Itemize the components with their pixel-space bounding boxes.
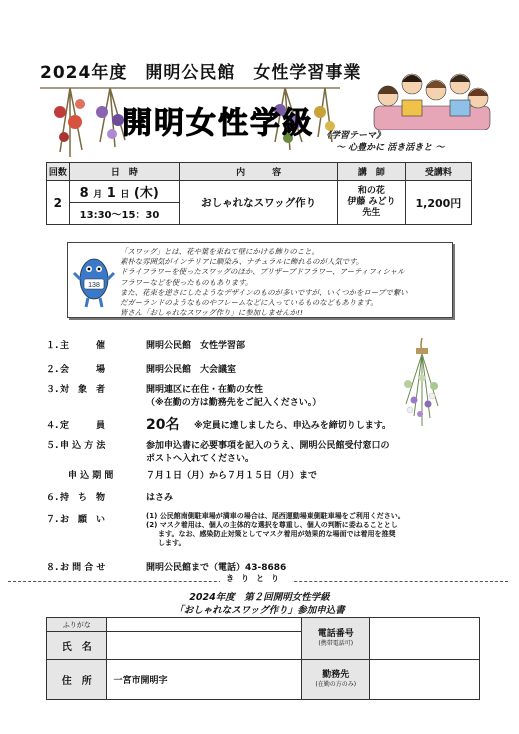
item-label: 申 込 期 間 <box>68 471 114 481</box>
item-number: １. <box>46 341 59 351</box>
item-value: ※定員に達しましたら、申込みを締切りします。 <box>194 421 392 431</box>
item-value: ７月１日（月）から７月１５日（月）まで <box>146 471 318 481</box>
item-contact <box>46 560 466 572</box>
item-value-line2: ポストへ入れてください。 <box>146 454 255 464</box>
lecturer-affiliation: 和の花 <box>357 186 385 196</box>
phone-note: (携帯電話可) <box>318 639 354 647</box>
item-value: はさみ <box>146 493 174 503</box>
mascot-icon <box>72 253 116 309</box>
description-line: フラワーなどを使ったものもあります。 <box>120 277 253 287</box>
item-label: お 問 合 せ <box>60 563 106 573</box>
item-number: ４. <box>46 421 59 431</box>
item-capacity <box>46 418 466 432</box>
session-date <box>69 181 179 203</box>
item-label: 会 場 <box>60 365 106 375</box>
item-label: お 願 い <box>60 515 106 525</box>
description-line: また、花束を逆さにしたようなデザインのものが多いですが、いくつかをロープで繋い <box>120 287 408 297</box>
item-number: ２. <box>46 365 59 375</box>
name-label: 氏 名 <box>47 632 107 660</box>
phone-field[interactable] <box>370 618 480 660</box>
item-label: 定 員 <box>60 421 106 431</box>
header-datetime: 日 時 <box>69 163 179 181</box>
description-line: ドライフラワーを使ったスワッグのほか、プリザーブドフラワー、アーティフィシャル <box>120 267 405 277</box>
description-text <box>120 247 448 318</box>
lecturer-name: 伊藤 みどり <box>347 197 396 207</box>
name-field[interactable] <box>107 632 302 660</box>
event-header-title: 2024年度 開明公民館 女性学習事業 <box>40 63 362 83</box>
address-field[interactable]: 一宮市開明字 <box>107 660 302 700</box>
item-number: ８. <box>46 563 59 573</box>
work-label-cell <box>302 660 370 700</box>
item-belongings <box>46 490 466 502</box>
item-label: 対 象 者 <box>60 385 106 395</box>
description-line: 皆さん「おしゃれなスワッグ作り」に参加しませんか!! <box>120 308 303 318</box>
phone-label: 電話番号 <box>317 628 354 639</box>
request-line: ます。なお、感染防止対策としてマスク着用が効果的な場面では着用を推奨 <box>158 530 396 538</box>
header-content: 内 容 <box>180 163 338 181</box>
item-venue <box>46 362 366 374</box>
item-value: 開明連区に在住・在勤の女性 <box>146 385 264 395</box>
session-number: 2 <box>47 181 70 225</box>
request-line: (1) 公民館南側駐車場が満車の場合は、尾西運動場東側駐車場をご利用ください。 <box>146 512 405 520</box>
theme-text: ～ 心豊かに 活き活きと ～ <box>336 143 445 153</box>
item-application-method <box>46 438 466 462</box>
header-no: 回数 <box>47 163 70 181</box>
date-day-unit: 日 <box>120 190 130 200</box>
item-number: ３. <box>46 385 59 395</box>
session-time: 13:30～15：30 <box>69 203 179 225</box>
form-title-line1: 2024年度 第２回開明女性学級 <box>189 592 330 603</box>
item-label: 主 催 <box>60 341 106 351</box>
lecturer-title: 先生 <box>362 208 381 218</box>
date-month-unit: 月 <box>93 190 103 200</box>
women-group-illustration <box>372 66 492 130</box>
date-day: 1 <box>106 186 116 201</box>
phone-label-cell <box>302 618 370 660</box>
item-label: 申 込 方 法 <box>60 441 106 451</box>
request-line: (2) マスク着用は、個人の主体的な選択を尊重し、個人の判断に委ねることとし <box>146 521 398 529</box>
description-box <box>67 242 453 318</box>
application-form <box>46 617 480 700</box>
description-line: 素朴な雰囲気がインテリアに馴染み、ナチュラルに飾れるのが人気です。 <box>120 257 364 267</box>
item-number: ６. <box>46 493 59 503</box>
main-title: 開明女性学級 <box>122 106 314 141</box>
form-title-line2: 「おしゃれなスワッグ作り」参加申込書 <box>174 605 345 616</box>
item-target <box>46 382 426 406</box>
capacity-value: 20名 <box>146 417 180 433</box>
item-application-period <box>46 468 466 480</box>
work-field[interactable] <box>370 660 480 700</box>
header-lecturer: 講 師 <box>338 163 406 181</box>
description-line: だガーランドのようなものやフレームなどに入っているものなどもあります。 <box>120 298 378 308</box>
cut-label: きりとり <box>220 573 292 584</box>
furigana-field[interactable] <box>107 618 302 632</box>
item-label: 持 ち 物 <box>60 493 106 503</box>
item-value: 開明公民館 女性学習部 <box>146 341 246 351</box>
address-label: 住 所 <box>47 660 107 700</box>
date-weekday: (木) <box>133 186 159 201</box>
item-value: 開明公民館まで（電話）43-8686 <box>146 563 287 573</box>
theme-block <box>322 130 444 154</box>
date-month: 8 <box>79 186 89 201</box>
item-value: 開明公民館 大会議室 <box>146 365 237 375</box>
theme-label: 《学習テーマ》 <box>322 131 386 141</box>
header-fee: 受講料 <box>405 163 471 181</box>
description-line: 「スワッグ」とは、花や葉を束ねて壁にかける飾りのこと。 <box>120 247 319 256</box>
session-lecturer <box>338 181 406 225</box>
furigana-label: ふりがな <box>47 618 107 632</box>
schedule-table <box>46 162 472 225</box>
work-label: 勤務先 <box>322 669 350 680</box>
item-value: 参加申込書に必要事項を記入のうえ、開明公民館受付窓口の <box>146 441 390 451</box>
mascot-badge: 138 <box>88 282 100 289</box>
work-note: (在勤の方のみ) <box>315 680 357 688</box>
item-requests <box>46 512 486 552</box>
session-fee: 1,200円 <box>405 181 471 225</box>
session-content: おしゃれなスワッグ作り <box>180 181 338 225</box>
item-number: ５. <box>46 441 59 451</box>
item-organizer <box>46 338 366 350</box>
request-line: します。 <box>158 539 186 547</box>
item-number: ７. <box>46 515 59 525</box>
item-value-note: （※在勤の方は勤務先をご記入ください。） <box>146 398 322 408</box>
